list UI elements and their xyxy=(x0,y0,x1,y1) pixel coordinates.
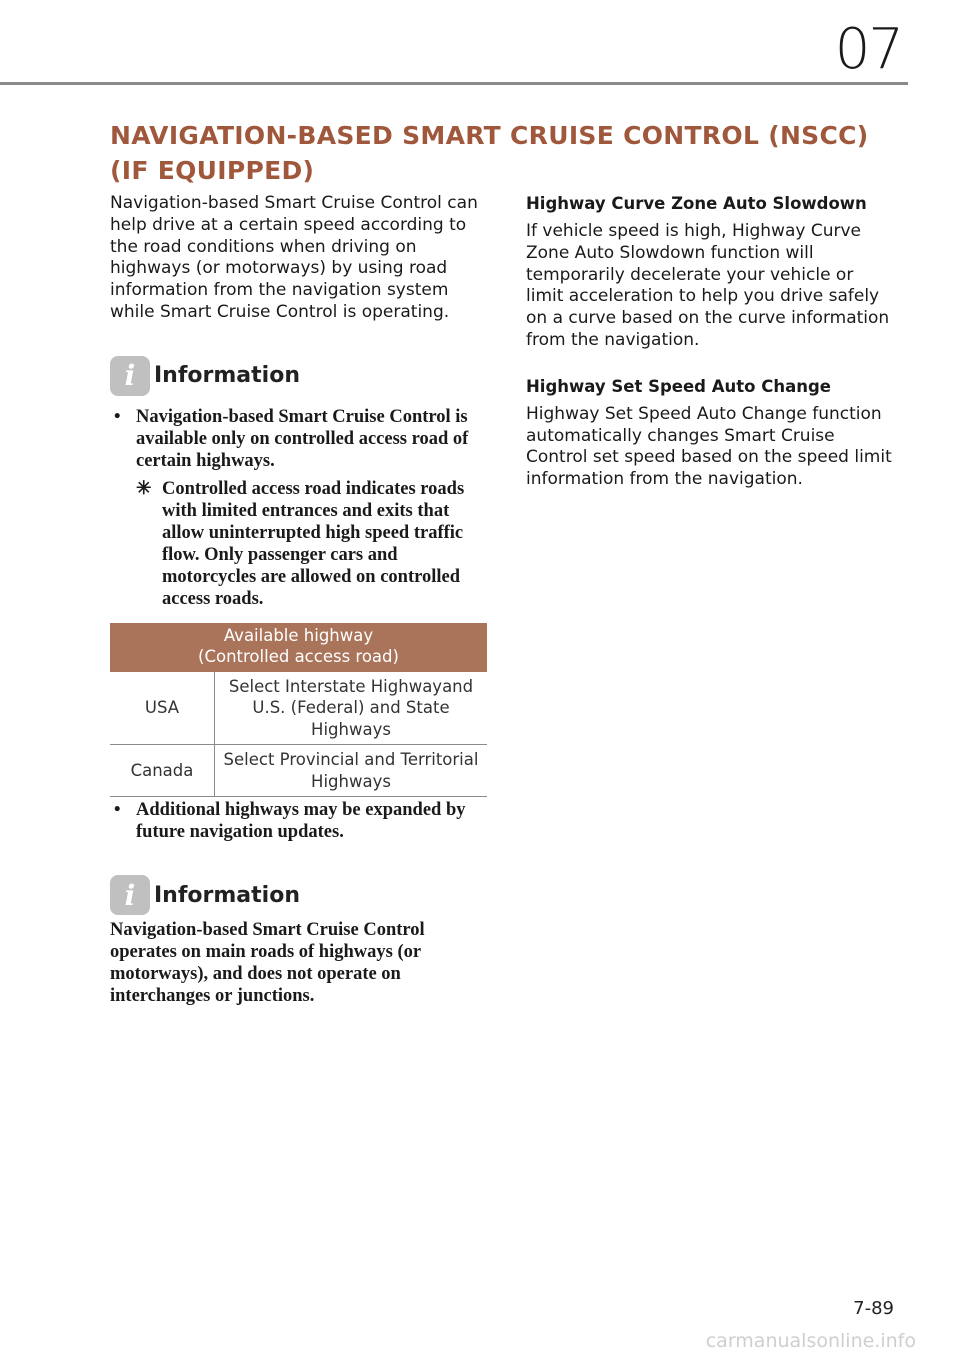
note-text: Controlled access road indicates roads with limited entrances and exits that allow uninterrupted high speed traffic flow. Only passenger cars and motorcycles are allowed on controlled access roads. xyxy=(162,478,465,609)
info-icon: i xyxy=(110,875,150,915)
available-highway-table xyxy=(110,623,487,798)
set-speed-text: Highway Set Speed Auto Change function automatically changes Smart Cruise Control set speed based on the speed limit information from the navigation. xyxy=(526,403,892,490)
table-header-line-2: (Controlled access road) xyxy=(198,647,399,667)
info-bullets xyxy=(110,406,488,472)
bullet-text: Navigation-based Smart Cruise Control is available only on controlled access road of certain highways. xyxy=(136,406,469,471)
chapter-number: 07 xyxy=(834,17,902,82)
curve-zone-text: If vehicle speed is high, Highway Curve Zone Auto Slowdown function will temporarily decelerate your vehicle or limit acceleration to help you drive safely on a curve based on the curve information from the navigation. xyxy=(526,221,890,350)
information-title: Information xyxy=(154,363,300,389)
note-item xyxy=(110,478,488,610)
section-heading xyxy=(110,118,870,188)
table-row xyxy=(110,745,487,797)
heading-line-1: NAVIGATION-BASED SMART CRUISE CONTROL (NSCC) xyxy=(110,121,869,150)
header-rule xyxy=(0,82,908,85)
intro-paragraph: Navigation-based Smart Cruise Control can help drive at a certain speed according to the road conditions when driving on highways (or motorways) by using road information from the navigation system while Smart Cruise Control is operating. xyxy=(110,193,478,322)
bullet-item xyxy=(110,406,488,472)
bullet-dot: • xyxy=(114,800,121,821)
country-cell: USA xyxy=(110,672,215,745)
note-star-icon: ✳ xyxy=(136,478,152,499)
information-box-1 xyxy=(110,356,488,844)
table-row xyxy=(110,672,487,745)
bullet-dot: • xyxy=(114,406,121,427)
table-header xyxy=(110,623,487,672)
heading-line-2: (IF EQUIPPED) xyxy=(110,156,315,185)
table-header-line-1: Available highway xyxy=(223,625,374,645)
information-box-2 xyxy=(110,875,488,1007)
left-column xyxy=(110,193,488,1007)
set-speed-title: Highway Set Speed Auto Change xyxy=(526,376,831,396)
highways-cell: Select Interstate Highwayand U.S. (Federal) and State Highways xyxy=(215,672,488,745)
information-header xyxy=(110,356,488,396)
country-cell: Canada xyxy=(110,745,215,797)
information-text: Navigation-based Smart Cruise Control operates on main roads of highways (or motorways), and does not operate on interchanges or junctions. xyxy=(110,920,425,1007)
page-number: 7-89 xyxy=(853,1298,894,1319)
information-title: Information xyxy=(154,882,300,908)
curve-zone-title: Highway Curve Zone Auto Slowdown xyxy=(526,194,867,213)
highways-cell: Select Provincial and Territorial Highways xyxy=(215,745,488,797)
info-icon: i xyxy=(110,356,150,396)
information-header xyxy=(110,875,488,915)
bullet-text: Additional highways may be expanded by future navigation updates. xyxy=(136,800,466,843)
info-bullets-2 xyxy=(110,799,488,843)
right-column xyxy=(526,193,896,491)
watermark: carmanualsonline.info xyxy=(705,1330,916,1352)
bullet-item xyxy=(110,799,488,843)
